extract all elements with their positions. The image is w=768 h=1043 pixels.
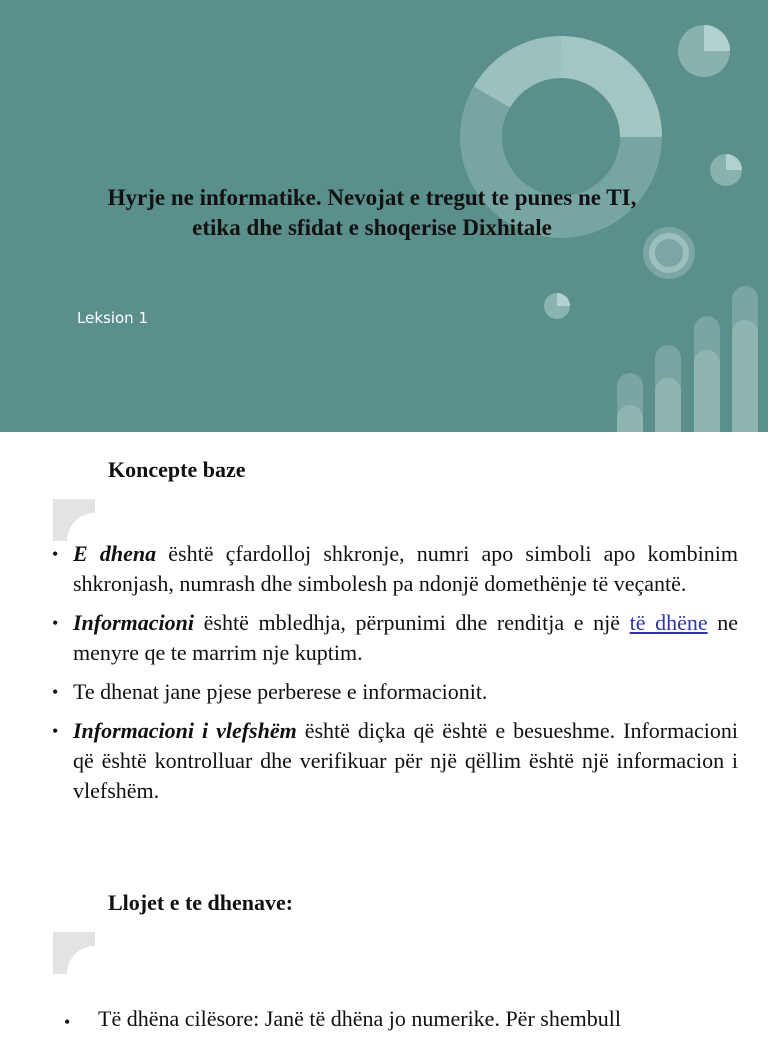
section-heading-llojet: Llojet e te dhenave: [108,890,294,915]
circle-decoration [678,25,730,77]
slide-title-line2: etika dhe sfidat e shoqerise Dixhitale [192,215,552,240]
definition-text: është diçka që është e besueshme. Informacioni që është kontrolluar dhe verifikuar për një qëllim është një informacion i vlefshëm. [73,718,739,803]
definition-text: është çfardolloj shkronje, numri apo simboli apo kombinim shkronjash, numrash dhe simbolesh pa ndonjë domethënje të veçantë. [73,541,738,596]
bullet-icon: • [52,544,59,564]
small-circle-decoration [710,154,742,186]
list-item [52,539,738,599]
bullet-icon: • [52,613,59,633]
term-informacioni: Informacioni [73,610,195,635]
statement-text: Të dhëna cilësore: Janë të dhëna jo numerike. Për shembull [98,1006,621,1031]
slide-title-line1: Hyrje ne informatike. Nevojat e tregut te punes ne TI, [107,185,637,210]
term-informacioni-vlefshem: Informacioni i vlefshëm [73,718,297,743]
quarter-circle-icon [53,499,95,541]
list-item [52,677,738,707]
slide-subtitle: Leksion 1 [77,309,148,327]
definition-text-end: ne menyre qe te marrim nje kuptim. [73,610,738,665]
section-heading-koncepte: Koncepte baze [108,457,246,482]
bullet-icon: • [52,721,59,741]
term-e-dhena: E dhena [73,541,157,566]
quarter-circle-icon [53,932,95,974]
bullet-icon: • [52,682,59,702]
bullet-icon: • [64,1012,71,1032]
list-item [52,716,738,806]
definition-text: është mbledhja, përpunimi dhe renditja e një [194,610,630,635]
title-slide [0,0,768,432]
te-dhene-link[interactable]: të dhëne [629,610,708,635]
slide-title [40,183,704,243]
list-item [64,1004,738,1034]
list-item [52,608,738,668]
bullet-list-koncepte [52,539,738,815]
tiny-circle-decoration [544,293,570,319]
statement-text: Te dhenat jane pjese perberese e informacionit. [73,679,488,704]
